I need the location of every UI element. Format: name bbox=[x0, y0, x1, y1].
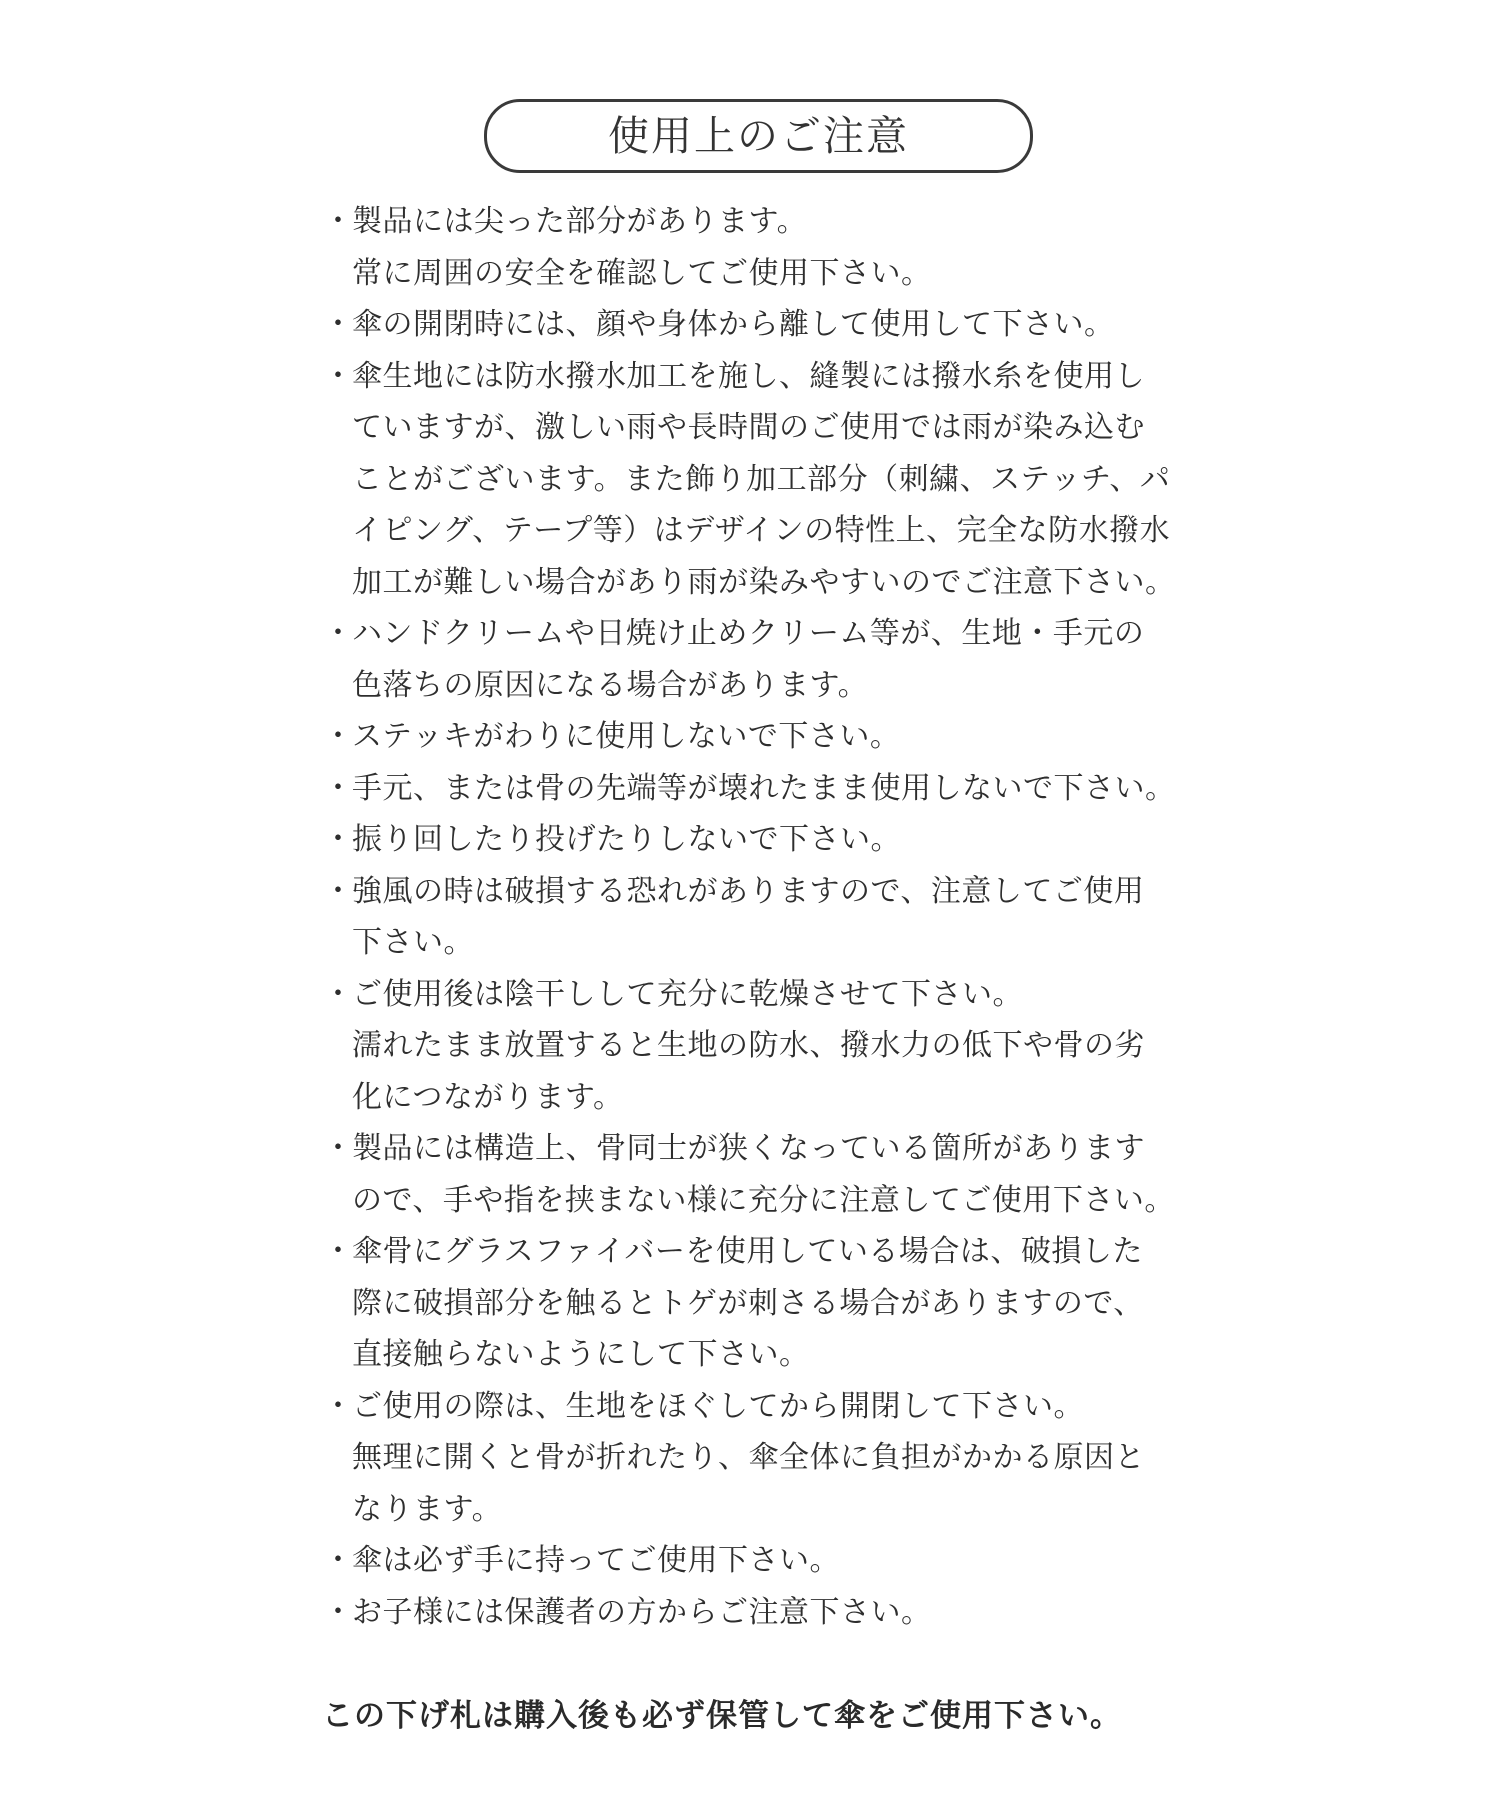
caution-line: 無理に開くと骨が折れたり、傘全体に負担がかかる原因と bbox=[352, 1440, 1145, 1475]
bullet-mark: ・ bbox=[323, 873, 353, 909]
caution-item bbox=[318, 1226, 1198, 1381]
caution-line: ご使用の際は、生地をほぐしてから開閉して下さい。 bbox=[352, 1388, 1084, 1424]
bullet-mark: ・ bbox=[323, 770, 353, 806]
bullet-mark: ・ bbox=[323, 204, 353, 239]
caution-line: 傘骨にグラスファイバーを使用している場合は、破損した bbox=[352, 1234, 1143, 1269]
caution-line: 化につながります。 bbox=[352, 1079, 624, 1115]
bullet-mark: ・ bbox=[323, 1388, 353, 1424]
caution-item bbox=[318, 1123, 1198, 1226]
caution-line: ご使用後は陰干しして充分に乾燥させて下さい。 bbox=[352, 976, 1023, 1012]
caution-line: 色落ちの原因になる場合があります。 bbox=[352, 667, 869, 703]
caution-line: 直接触らないようにして下さい。 bbox=[352, 1337, 810, 1372]
caution-line: 傘生地には防水撥水加工を施し、縫製には撥水糸を使用し bbox=[352, 358, 1145, 394]
page-title: 使用上のご注意 bbox=[608, 111, 909, 160]
caution-line: 製品には構造上、骨同士が狭くなっている箇所があります bbox=[352, 1131, 1145, 1166]
caution-line: ことがございます。また飾り加工部分（刺繍、ステッチ、パ bbox=[352, 461, 1171, 497]
caution-line: 強風の時は破損する恐れがありますので、注意してご使用 bbox=[352, 873, 1145, 909]
caution-line: ていますが、激しい雨や長時間のご使用では雨が染み込む bbox=[352, 410, 1145, 445]
caution-line: なります。 bbox=[352, 1491, 503, 1527]
caution-item bbox=[318, 299, 1198, 351]
caution-item bbox=[318, 866, 1198, 969]
caution-line: お子様には保護者の方からご注意下さい。 bbox=[352, 1594, 932, 1630]
caution-line: 振り回したり投げたりしないで下さい。 bbox=[352, 822, 901, 857]
title-frame bbox=[484, 99, 1033, 173]
bullet-mark: ・ bbox=[323, 976, 353, 1012]
caution-item bbox=[318, 1587, 1198, 1639]
caution-item bbox=[318, 711, 1198, 763]
caution-line: 常に周囲の安全を確認してご使用下さい。 bbox=[352, 255, 932, 291]
caution-line: 手元、または骨の先端等が壊れたまま使用しないで下さい。 bbox=[352, 770, 1176, 806]
caution-line: ステッキがわりに使用しないで下さい。 bbox=[352, 719, 901, 754]
bullet-mark: ・ bbox=[323, 822, 353, 857]
caution-line: 製品には尖った部分があります。 bbox=[352, 204, 808, 239]
caution-line: 濡れたまま放置すると生地の防水、撥水力の低下や骨の劣 bbox=[352, 1028, 1145, 1063]
caution-line: イピング、テープ等）はデザインの特性上、完全な防水撥水 bbox=[352, 513, 1171, 548]
caution-item bbox=[318, 763, 1198, 815]
caution-line: 下さい。 bbox=[352, 925, 474, 960]
bullet-mark: ・ bbox=[323, 1594, 353, 1630]
bullet-mark: ・ bbox=[323, 307, 353, 342]
caution-line: 加工が難しい場合があり雨が染みやすいのでご注意下さい。 bbox=[352, 564, 1176, 600]
bullet-mark: ・ bbox=[323, 616, 353, 651]
caution-line: ので、手や指を挟まない様に充分に注意してご使用下さい。 bbox=[352, 1182, 1175, 1218]
bullet-mark: ・ bbox=[323, 1131, 353, 1166]
bullet-mark: ・ bbox=[323, 1234, 353, 1269]
footer-note: この下げ札は購入後も必ず保管して傘をご使用下さい。 bbox=[322, 1698, 1122, 1734]
caution-item bbox=[318, 969, 1198, 1124]
bullet-mark: ・ bbox=[323, 358, 353, 394]
caution-item bbox=[318, 608, 1198, 711]
bullet-mark: ・ bbox=[323, 719, 353, 754]
caution-item bbox=[318, 1381, 1198, 1536]
caution-item bbox=[318, 351, 1198, 609]
caution-line: ハンドクリームや日焼け止めクリーム等が、生地・手元の bbox=[352, 616, 1145, 651]
caution-item bbox=[318, 1535, 1198, 1587]
caution-line: 際に破損部分を触るとトゲが刺さる場合がありますので、 bbox=[352, 1285, 1144, 1321]
caution-line: 傘は必ず手に持ってご使用下さい。 bbox=[352, 1543, 840, 1578]
caution-line: 傘の開閉時には、顔や身体から離して使用して下さい。 bbox=[352, 307, 1115, 342]
bullet-mark: ・ bbox=[323, 1543, 353, 1578]
caution-list bbox=[318, 196, 1198, 1638]
caution-item bbox=[318, 196, 1198, 299]
caution-item bbox=[318, 814, 1198, 866]
